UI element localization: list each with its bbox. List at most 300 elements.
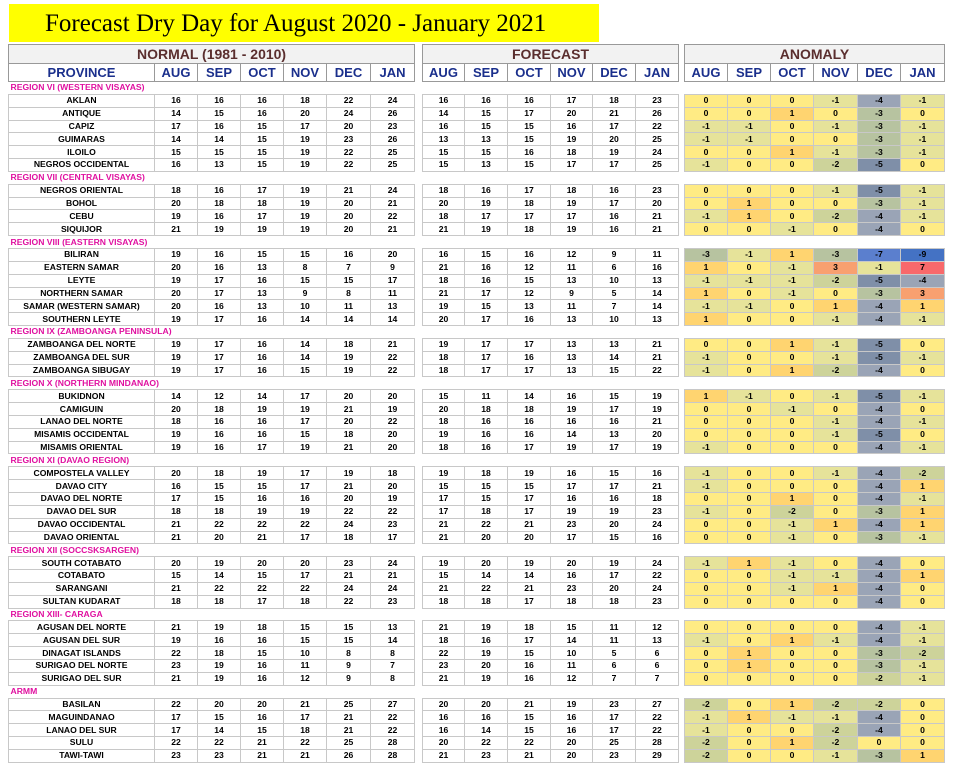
normal-value: 19 [327, 351, 371, 364]
anomaly-value: -3 [858, 531, 901, 544]
anomaly-value: 0 [685, 493, 728, 506]
forecast-value: 19 [465, 223, 508, 236]
normal-value: 20 [327, 223, 371, 236]
forecast-value: 20 [593, 582, 636, 595]
province-name: TAWI-TAWI [9, 749, 155, 762]
forecast-value: 20 [593, 518, 636, 531]
table-row [423, 248, 679, 261]
anomaly-value: -1 [814, 711, 858, 724]
normal-value: 15 [327, 634, 371, 647]
region-spacer [685, 326, 945, 339]
anomaly-value: 0 [771, 159, 814, 172]
forecast-value: 6 [636, 659, 679, 672]
normal-value: 22 [241, 582, 284, 595]
region-label: REGION VII (CENTRAL VISAYAS) [9, 171, 415, 184]
normal-value: 19 [371, 493, 415, 506]
forecast-value: 18 [465, 595, 508, 608]
normal-value: 22 [198, 737, 241, 750]
normal-value: 10 [284, 300, 327, 313]
normal-value: 25 [371, 146, 415, 159]
forecast-value: 20 [593, 133, 636, 146]
normal-value: 15 [284, 248, 327, 261]
region-row [9, 454, 415, 467]
anomaly-value: -1 [771, 582, 814, 595]
anomaly-value: 1 [728, 711, 771, 724]
region-spacer [423, 685, 679, 698]
anomaly-value: -4 [858, 595, 901, 608]
province-name: CEBU [9, 210, 155, 223]
forecast-value: 19 [551, 441, 593, 454]
anomaly-value: -2 [901, 647, 945, 660]
table-row [685, 493, 945, 506]
anomaly-value: -3 [858, 287, 901, 300]
anomaly-value: -1 [685, 441, 728, 454]
normal-value: 16 [198, 248, 241, 261]
forecast-value: 16 [551, 415, 593, 428]
forecast-value: 20 [551, 557, 593, 570]
table-row [9, 480, 415, 493]
anomaly-value: -1 [685, 120, 728, 133]
anomaly-value: -5 [858, 274, 901, 287]
normal-value: 24 [371, 582, 415, 595]
table-row [423, 133, 679, 146]
anomaly-value: -1 [728, 390, 771, 403]
forecast-value: 21 [636, 480, 679, 493]
normal-value: 22 [371, 505, 415, 518]
normal-value: 21 [155, 672, 198, 685]
anomaly-value: 0 [728, 467, 771, 480]
anomaly-value: 0 [728, 351, 771, 364]
table-row [423, 480, 679, 493]
anomaly-value: -1 [685, 300, 728, 313]
normal-value: 19 [241, 467, 284, 480]
anomaly-value: -1 [901, 197, 945, 210]
anomaly-value: -1 [814, 313, 858, 326]
forecast-value: 22 [636, 120, 679, 133]
anomaly-value: 0 [901, 557, 945, 570]
forecast-value: 18 [636, 493, 679, 506]
normal-value: 20 [155, 403, 198, 416]
anomaly-value: 1 [685, 287, 728, 300]
normal-value: 18 [327, 428, 371, 441]
table-row [423, 120, 679, 133]
forecast-value: 16 [508, 428, 551, 441]
anomaly-value: 0 [771, 672, 814, 685]
forecast-value: 15 [465, 120, 508, 133]
table-row [423, 351, 679, 364]
forecast-value: 19 [465, 621, 508, 634]
normal-value: 21 [327, 441, 371, 454]
anomaly-value: -1 [685, 159, 728, 172]
anomaly-value: 0 [901, 223, 945, 236]
anomaly-value: 1 [771, 146, 814, 159]
normal-value: 16 [241, 634, 284, 647]
table-row [685, 480, 945, 493]
region-spacer [423, 608, 679, 621]
forecast-value: 18 [423, 184, 465, 197]
anomaly-value: -2 [814, 737, 858, 750]
table-row [685, 287, 945, 300]
normal-value: 13 [241, 261, 284, 274]
forecast-value: 16 [551, 711, 593, 724]
anomaly-value: 0 [814, 493, 858, 506]
normal-value: 8 [327, 287, 371, 300]
anomaly-value: 0 [814, 531, 858, 544]
table-row [685, 711, 945, 724]
normal-value: 18 [198, 467, 241, 480]
normal-header: NORMAL (1981 - 2010) [9, 45, 415, 64]
normal-value: 17 [284, 467, 327, 480]
region-spacer [685, 236, 945, 249]
anomaly-value: -2 [814, 274, 858, 287]
anomaly-value: 0 [685, 531, 728, 544]
normal-value: 16 [198, 184, 241, 197]
table-row [423, 531, 679, 544]
province-name: DAVAO OCCIDENTAL [9, 518, 155, 531]
anomaly-value: 0 [685, 518, 728, 531]
normal-value: 22 [327, 146, 371, 159]
forecast-value: 15 [508, 274, 551, 287]
table-row [685, 403, 945, 416]
normal-value: 15 [198, 480, 241, 493]
forecast-value: 14 [508, 390, 551, 403]
month-header: JAN [371, 64, 415, 82]
forecast-value: 21 [423, 531, 465, 544]
province-name: ZAMBOANGA DEL SUR [9, 351, 155, 364]
anomaly-value: -2 [901, 467, 945, 480]
anomaly-value: 0 [728, 634, 771, 647]
normal-value: 21 [327, 403, 371, 416]
forecast-value: 13 [551, 313, 593, 326]
forecast-value: 15 [508, 711, 551, 724]
anomaly-value: 1 [728, 197, 771, 210]
forecast-value: 14 [423, 107, 465, 120]
forecast-value: 25 [593, 737, 636, 750]
normal-value: 15 [241, 248, 284, 261]
forecast-value: 20 [465, 557, 508, 570]
forecast-value: 16 [508, 146, 551, 159]
table-row [423, 300, 679, 313]
anomaly-value: 0 [771, 120, 814, 133]
normal-value: 16 [284, 493, 327, 506]
table-row [9, 441, 415, 454]
normal-value: 11 [284, 659, 327, 672]
forecast-value: 17 [465, 338, 508, 351]
normal-value: 14 [155, 133, 198, 146]
normal-value: 21 [371, 223, 415, 236]
forecast-value: 13 [423, 133, 465, 146]
forecast-value: 11 [465, 390, 508, 403]
anomaly-value: -4 [858, 441, 901, 454]
table-row [685, 441, 945, 454]
normal-value: 21 [241, 737, 284, 750]
normal-value: 23 [371, 120, 415, 133]
anomaly-value: 1 [771, 248, 814, 261]
forecast-value: 19 [551, 133, 593, 146]
month-header: JAN [901, 64, 945, 82]
normal-value: 18 [241, 621, 284, 634]
anomaly-value: 0 [728, 698, 771, 711]
table-row [9, 415, 415, 428]
anomaly-value: 0 [685, 595, 728, 608]
forecast-value: 18 [551, 595, 593, 608]
normal-value: 10 [284, 647, 327, 660]
normal-value: 18 [198, 197, 241, 210]
anomaly-value: 0 [728, 441, 771, 454]
table-row [423, 582, 679, 595]
region-row [423, 326, 679, 339]
forecast-value: 17 [551, 94, 593, 107]
anomaly-value: -3 [858, 120, 901, 133]
anomaly-value: 1 [901, 300, 945, 313]
anomaly-value: 0 [814, 557, 858, 570]
normal-value: 19 [155, 351, 198, 364]
province-name: LANAO DEL NORTE [9, 415, 155, 428]
normal-value: 16 [198, 441, 241, 454]
anomaly-value: -1 [814, 390, 858, 403]
anomaly-header: ANOMALY [685, 45, 945, 64]
normal-value: 15 [241, 647, 284, 660]
normal-value: 15 [198, 146, 241, 159]
anomaly-value: -4 [858, 467, 901, 480]
forecast-value: 16 [465, 274, 508, 287]
anomaly-value: -1 [901, 634, 945, 647]
forecast-value: 20 [423, 737, 465, 750]
anomaly-value: 0 [728, 313, 771, 326]
anomaly-value: -4 [858, 480, 901, 493]
normal-value: 17 [198, 364, 241, 377]
forecast-value: 24 [636, 582, 679, 595]
table-row [423, 364, 679, 377]
table-row [9, 274, 415, 287]
normal-value: 15 [284, 274, 327, 287]
anomaly-value: -1 [685, 480, 728, 493]
forecast-value: 13 [551, 338, 593, 351]
anomaly-value: -1 [901, 441, 945, 454]
table-row [685, 364, 945, 377]
anomaly-value: -1 [771, 274, 814, 287]
region-row [9, 82, 415, 95]
anomaly-value: 1 [771, 107, 814, 120]
forecast-value: 18 [593, 94, 636, 107]
table-row [9, 94, 415, 107]
anomaly-value: -1 [771, 287, 814, 300]
forecast-value: 16 [508, 248, 551, 261]
region-label: REGION VI (WESTERN VISAYAS) [9, 82, 415, 95]
anomaly-value: 0 [728, 428, 771, 441]
anomaly-value: 0 [685, 659, 728, 672]
table-row [9, 210, 415, 223]
region-spacer [685, 685, 945, 698]
forecast-value: 17 [423, 493, 465, 506]
normal-value: 18 [198, 403, 241, 416]
anomaly-value: -2 [814, 724, 858, 737]
forecast-value: 11 [636, 248, 679, 261]
forecast-value: 13 [593, 428, 636, 441]
normal-value: 23 [155, 749, 198, 762]
anomaly-value: 0 [728, 493, 771, 506]
anomaly-value: 0 [771, 441, 814, 454]
anomaly-value: 0 [814, 403, 858, 416]
table-row [9, 570, 415, 583]
table-row [9, 390, 415, 403]
forecast-value: 16 [636, 467, 679, 480]
normal-value: 22 [198, 582, 241, 595]
region-label: REGION IX (ZAMBOANGA PENINSULA) [9, 326, 415, 339]
normal-value: 14 [155, 107, 198, 120]
normal-value: 16 [198, 94, 241, 107]
anomaly-table [684, 44, 945, 763]
forecast-value: 7 [636, 672, 679, 685]
normal-value: 18 [371, 467, 415, 480]
anomaly-value: -5 [858, 351, 901, 364]
anomaly-value: -2 [771, 505, 814, 518]
forecast-value: 16 [465, 184, 508, 197]
normal-value: 12 [198, 390, 241, 403]
anomaly-value: -1 [685, 467, 728, 480]
anomaly-value: 1 [814, 300, 858, 313]
month-header: OCT [241, 64, 284, 82]
normal-value: 9 [284, 287, 327, 300]
table-row [9, 582, 415, 595]
forecast-value: 21 [636, 415, 679, 428]
normal-value: 20 [371, 428, 415, 441]
anomaly-value: -1 [771, 570, 814, 583]
province-name: NEGROS ORIENTAL [9, 184, 155, 197]
forecast-value: 13 [636, 634, 679, 647]
anomaly-value: 0 [728, 531, 771, 544]
forecast-value: 14 [593, 351, 636, 364]
anomaly-value: 0 [901, 338, 945, 351]
anomaly-value: 0 [685, 647, 728, 660]
region-spacer [423, 454, 679, 467]
normal-value: 20 [371, 480, 415, 493]
anomaly-value: 0 [901, 364, 945, 377]
forecast-value: 7 [593, 300, 636, 313]
forecast-value: 14 [551, 634, 593, 647]
anomaly-value: -1 [728, 274, 771, 287]
normal-value: 22 [371, 364, 415, 377]
normal-value: 8 [371, 672, 415, 685]
normal-value: 13 [371, 621, 415, 634]
anomaly-value: -4 [858, 403, 901, 416]
normal-value: 18 [198, 647, 241, 660]
forecast-value: 17 [508, 493, 551, 506]
forecast-value: 15 [593, 467, 636, 480]
anomaly-value: -1 [771, 518, 814, 531]
normal-value: 17 [198, 274, 241, 287]
forecast-value: 19 [551, 698, 593, 711]
forecast-value: 6 [636, 647, 679, 660]
table-row [423, 711, 679, 724]
forecast-value: 16 [508, 351, 551, 364]
anomaly-value: 0 [685, 582, 728, 595]
anomaly-value: 0 [728, 570, 771, 583]
anomaly-value: 1 [771, 737, 814, 750]
forecast-value: 19 [423, 300, 465, 313]
table-row [9, 621, 415, 634]
anomaly-value: 0 [814, 287, 858, 300]
anomaly-value: 0 [728, 223, 771, 236]
normal-value: 17 [241, 184, 284, 197]
normal-value: 14 [284, 338, 327, 351]
anomaly-value: 0 [771, 647, 814, 660]
table-row [423, 595, 679, 608]
forecast-value: 20 [636, 197, 679, 210]
region-spacer [685, 454, 945, 467]
normal-value: 24 [371, 557, 415, 570]
forecast-value: 19 [508, 557, 551, 570]
anomaly-value: -7 [858, 248, 901, 261]
anomaly-value: -1 [814, 120, 858, 133]
forecast-value: 14 [465, 570, 508, 583]
normal-value: 21 [371, 338, 415, 351]
normal-value: 15 [284, 634, 327, 647]
forecast-value: 16 [551, 570, 593, 583]
forecast-value: 23 [551, 518, 593, 531]
anomaly-value: 0 [771, 351, 814, 364]
normal-value: 18 [198, 595, 241, 608]
normal-value: 14 [155, 390, 198, 403]
anomaly-value: -4 [858, 724, 901, 737]
forecast-value: 15 [423, 480, 465, 493]
header-row-groups [685, 45, 945, 64]
month-header: NOV [814, 64, 858, 82]
table-row [423, 621, 679, 634]
normal-value: 8 [371, 647, 415, 660]
anomaly-value: 0 [685, 415, 728, 428]
normal-value: 22 [155, 698, 198, 711]
anomaly-value: 0 [901, 582, 945, 595]
forecast-value: 19 [551, 505, 593, 518]
anomaly-value: 1 [901, 518, 945, 531]
anomaly-value: 0 [685, 570, 728, 583]
forecast-value: 18 [508, 621, 551, 634]
region-label: REGION XII (SOCCSKSARGEN) [9, 544, 415, 557]
forecast-value: 13 [636, 274, 679, 287]
anomaly-value: -1 [685, 557, 728, 570]
table-row [423, 634, 679, 647]
month-header: SEP [465, 64, 508, 82]
anomaly-value: 0 [771, 210, 814, 223]
table-row [423, 159, 679, 172]
normal-value: 16 [241, 428, 284, 441]
forecast-value: 15 [423, 570, 465, 583]
anomaly-value: -3 [858, 107, 901, 120]
region-row [9, 171, 415, 184]
anomaly-value: -1 [771, 711, 814, 724]
anomaly-value: 0 [771, 480, 814, 493]
forecast-value: 10 [593, 274, 636, 287]
anomaly-value: 0 [728, 672, 771, 685]
forecast-value: 21 [508, 582, 551, 595]
region-row [685, 377, 945, 390]
table-row [685, 582, 945, 595]
header-row-groups [9, 45, 415, 64]
table-row [685, 737, 945, 750]
anomaly-value: -5 [858, 390, 901, 403]
normal-value: 16 [241, 351, 284, 364]
normal-value: 13 [198, 159, 241, 172]
normal-value: 16 [241, 711, 284, 724]
table-row [423, 338, 679, 351]
normal-value: 21 [327, 480, 371, 493]
normal-value: 22 [371, 415, 415, 428]
forecast-value: 19 [593, 557, 636, 570]
forecast-value: 17 [551, 210, 593, 223]
province-name: NEGROS OCCIDENTAL [9, 159, 155, 172]
forecast-value: 18 [465, 467, 508, 480]
